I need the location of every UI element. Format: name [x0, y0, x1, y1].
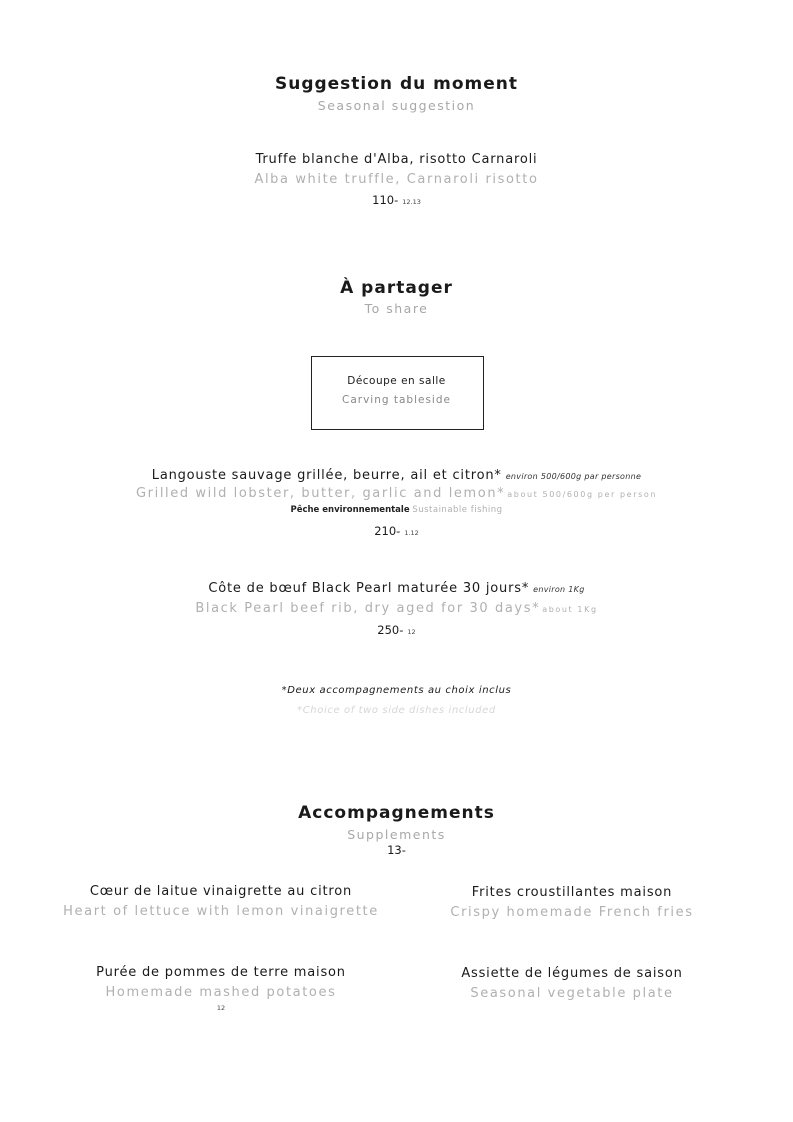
side-en: Homemade mashed potatoes: [105, 985, 337, 1000]
side-fr: Frites croustillantes maison: [471, 885, 673, 900]
section-title: Suggestion du moment: [274, 74, 519, 94]
dish-fr: Langouste sauvage grillée, beurre, ail et citron*: [151, 468, 502, 483]
allergens: 1.12: [404, 529, 419, 537]
dish-price: [0, 623, 793, 637]
sides-price: 13-: [387, 843, 406, 857]
section-subtitle: Supplements: [347, 827, 446, 842]
allergens: 12: [407, 628, 416, 636]
dish-en: Black Pearl beef rib, dry aged for 30 days*: [195, 601, 541, 616]
weight-note-en: about 500/600g per person: [507, 490, 658, 499]
label-fr: Pêche environnementale: [290, 505, 410, 515]
dish-name-en: Alba white truffle, Carnaroli risotto: [254, 172, 539, 187]
section-subtitle: Seasonal suggestion: [317, 98, 476, 113]
dish-en: Grilled wild lobster, butter, garlic and lemon*: [135, 486, 506, 501]
dish-price: [0, 193, 793, 207]
carving-box: [311, 356, 484, 430]
side-fr: Assiette de légumes de saison: [461, 966, 683, 981]
weight-note: environ 1Kg: [533, 585, 585, 594]
weight-note: environ 500/600g par personne: [505, 472, 642, 481]
dish-name-fr: [0, 468, 793, 483]
side-fr: Cœur de laitue vinaigrette au citron: [89, 884, 353, 899]
section-title: Accompagnements: [298, 803, 495, 823]
price: 110-: [372, 193, 399, 207]
carving-fr: Découpe en salle: [347, 375, 446, 387]
fishing-label: [0, 505, 793, 515]
label-en: Sustainable fishing: [412, 505, 503, 515]
side-note-fr: *Deux accompagnements au choix inclus: [281, 685, 512, 696]
price: 250-: [377, 623, 404, 637]
section-title: À partager: [340, 278, 453, 298]
weight-note-en: about 1Kg: [542, 605, 598, 614]
side-en: Crispy homemade French fries: [450, 905, 694, 920]
side-en: Seasonal vegetable plate: [470, 986, 674, 1001]
dish-fr: Côte de bœuf Black Pearl maturée 30 jours*: [208, 581, 530, 596]
dish-name-en: [0, 601, 793, 616]
carving-en: Carving tableside: [342, 394, 451, 406]
section-subtitle: To share: [364, 301, 429, 316]
dish-name-fr: Truffe blanche d'Alba, risotto Carnaroli: [255, 152, 538, 167]
dish-name-fr: [0, 581, 793, 596]
side-note-en: *Choice of two side dishes included: [297, 705, 496, 716]
dish-name-en: [0, 486, 793, 501]
allergens: 12.13: [402, 198, 421, 206]
side-en: Heart of lettuce with lemon vinaigrette: [63, 904, 379, 919]
price: 210-: [374, 524, 401, 538]
dish-price: [0, 524, 793, 538]
side-fr: Purée de pommes de terre maison: [96, 965, 346, 980]
allergens: 12: [216, 1004, 226, 1012]
